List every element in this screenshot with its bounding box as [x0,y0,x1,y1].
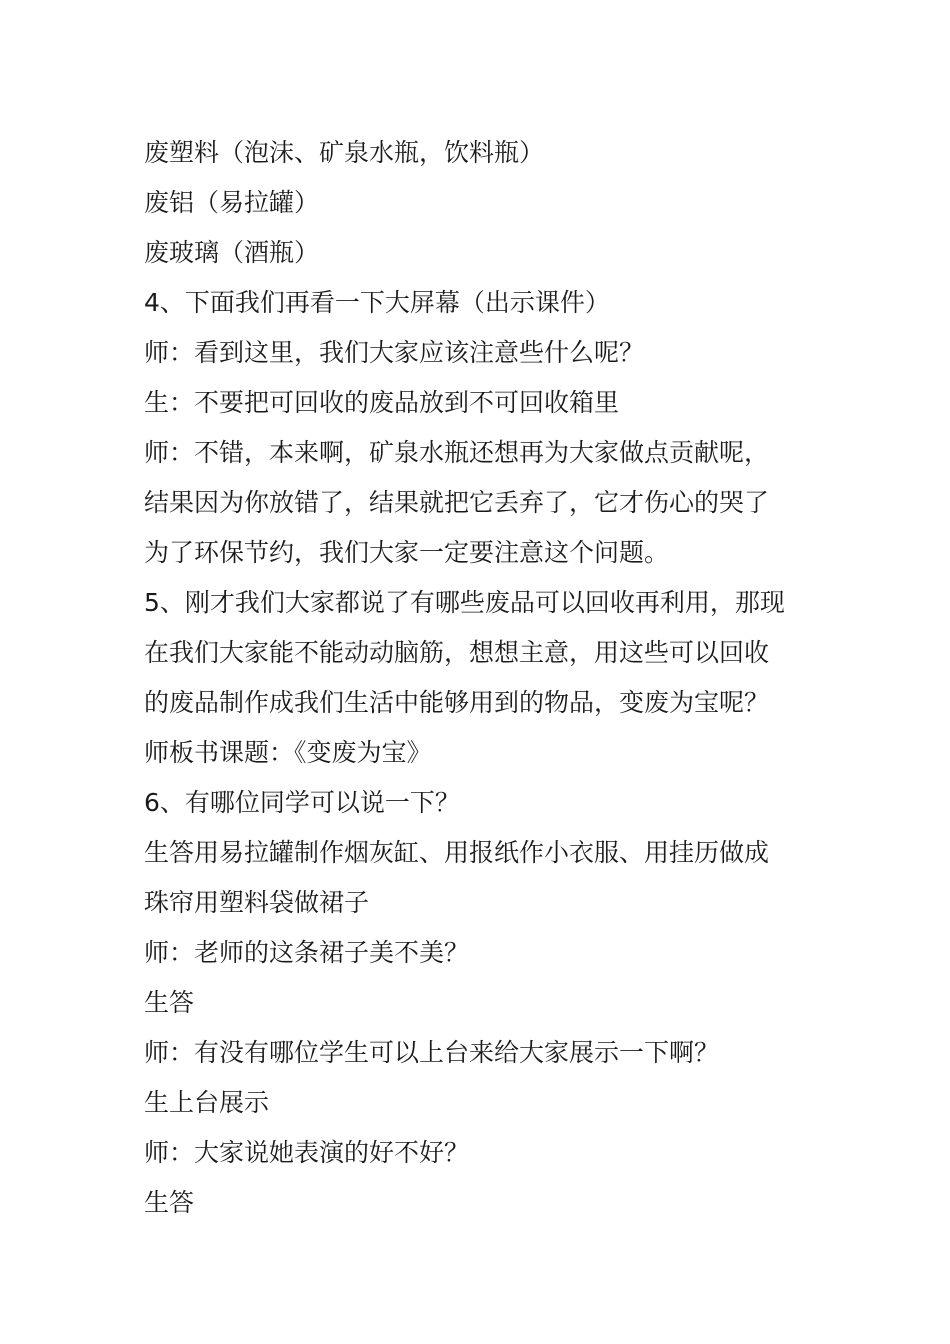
text-line: 师：老师的这条裙子美不美？ [144,938,470,967]
text-line: 废玻璃（酒瓶） [144,238,320,267]
text-line: 生上台展示 [144,1088,270,1117]
text-line: 生：不要把可回收的废品放到不可回收箱里 [144,388,620,417]
text-line: 师：大家说她表演的好不好？ [144,1138,470,1167]
text-line: 在我们大家能不能动动脑筋，想想主意，用这些可以回收 [144,638,770,667]
text-line: 师板书课题：《变废为宝》 [144,738,432,767]
text-line: 师：不错，本来啊，矿泉水瓶还想再为大家做点贡献呢， [144,438,770,467]
text-line: 的废品制作成我们生活中能够用到的物品，变废为宝呢？ [144,688,770,717]
document-body [144,128,824,1228]
text-line: 4、下面我们再看一下大屏幕（出示课件） [144,288,610,317]
text-line: 废铝（易拉罐） [144,188,320,217]
text-line: 6、有哪位同学可以说一下？ [144,788,460,817]
text-line: 珠帘用塑料袋做裙子 [144,888,370,917]
text-line: 师：有没有哪位学生可以上台来给大家展示一下啊？ [144,1038,720,1067]
text-line: 结果因为你放错了，结果就把它丢弃了，它才伤心的哭了 [144,488,770,517]
text-line: 生答 [144,1188,195,1217]
text-line: 5、刚才我们大家都说了有哪些废品可以回收再利用，那现 [144,588,785,617]
text-line: 生答用易拉罐制作烟灰缸、用报纸作小衣服、用挂历做成 [144,838,770,867]
text-line: 废塑料（泡沫、矿泉水瓶，饮料瓶） [144,138,545,167]
text-line: 为了环保节约，我们大家一定要注意这个问题。 [144,538,670,567]
text-line: 师：看到这里，我们大家应该注意些什么呢？ [144,338,645,367]
text-line: 生答 [144,988,195,1017]
